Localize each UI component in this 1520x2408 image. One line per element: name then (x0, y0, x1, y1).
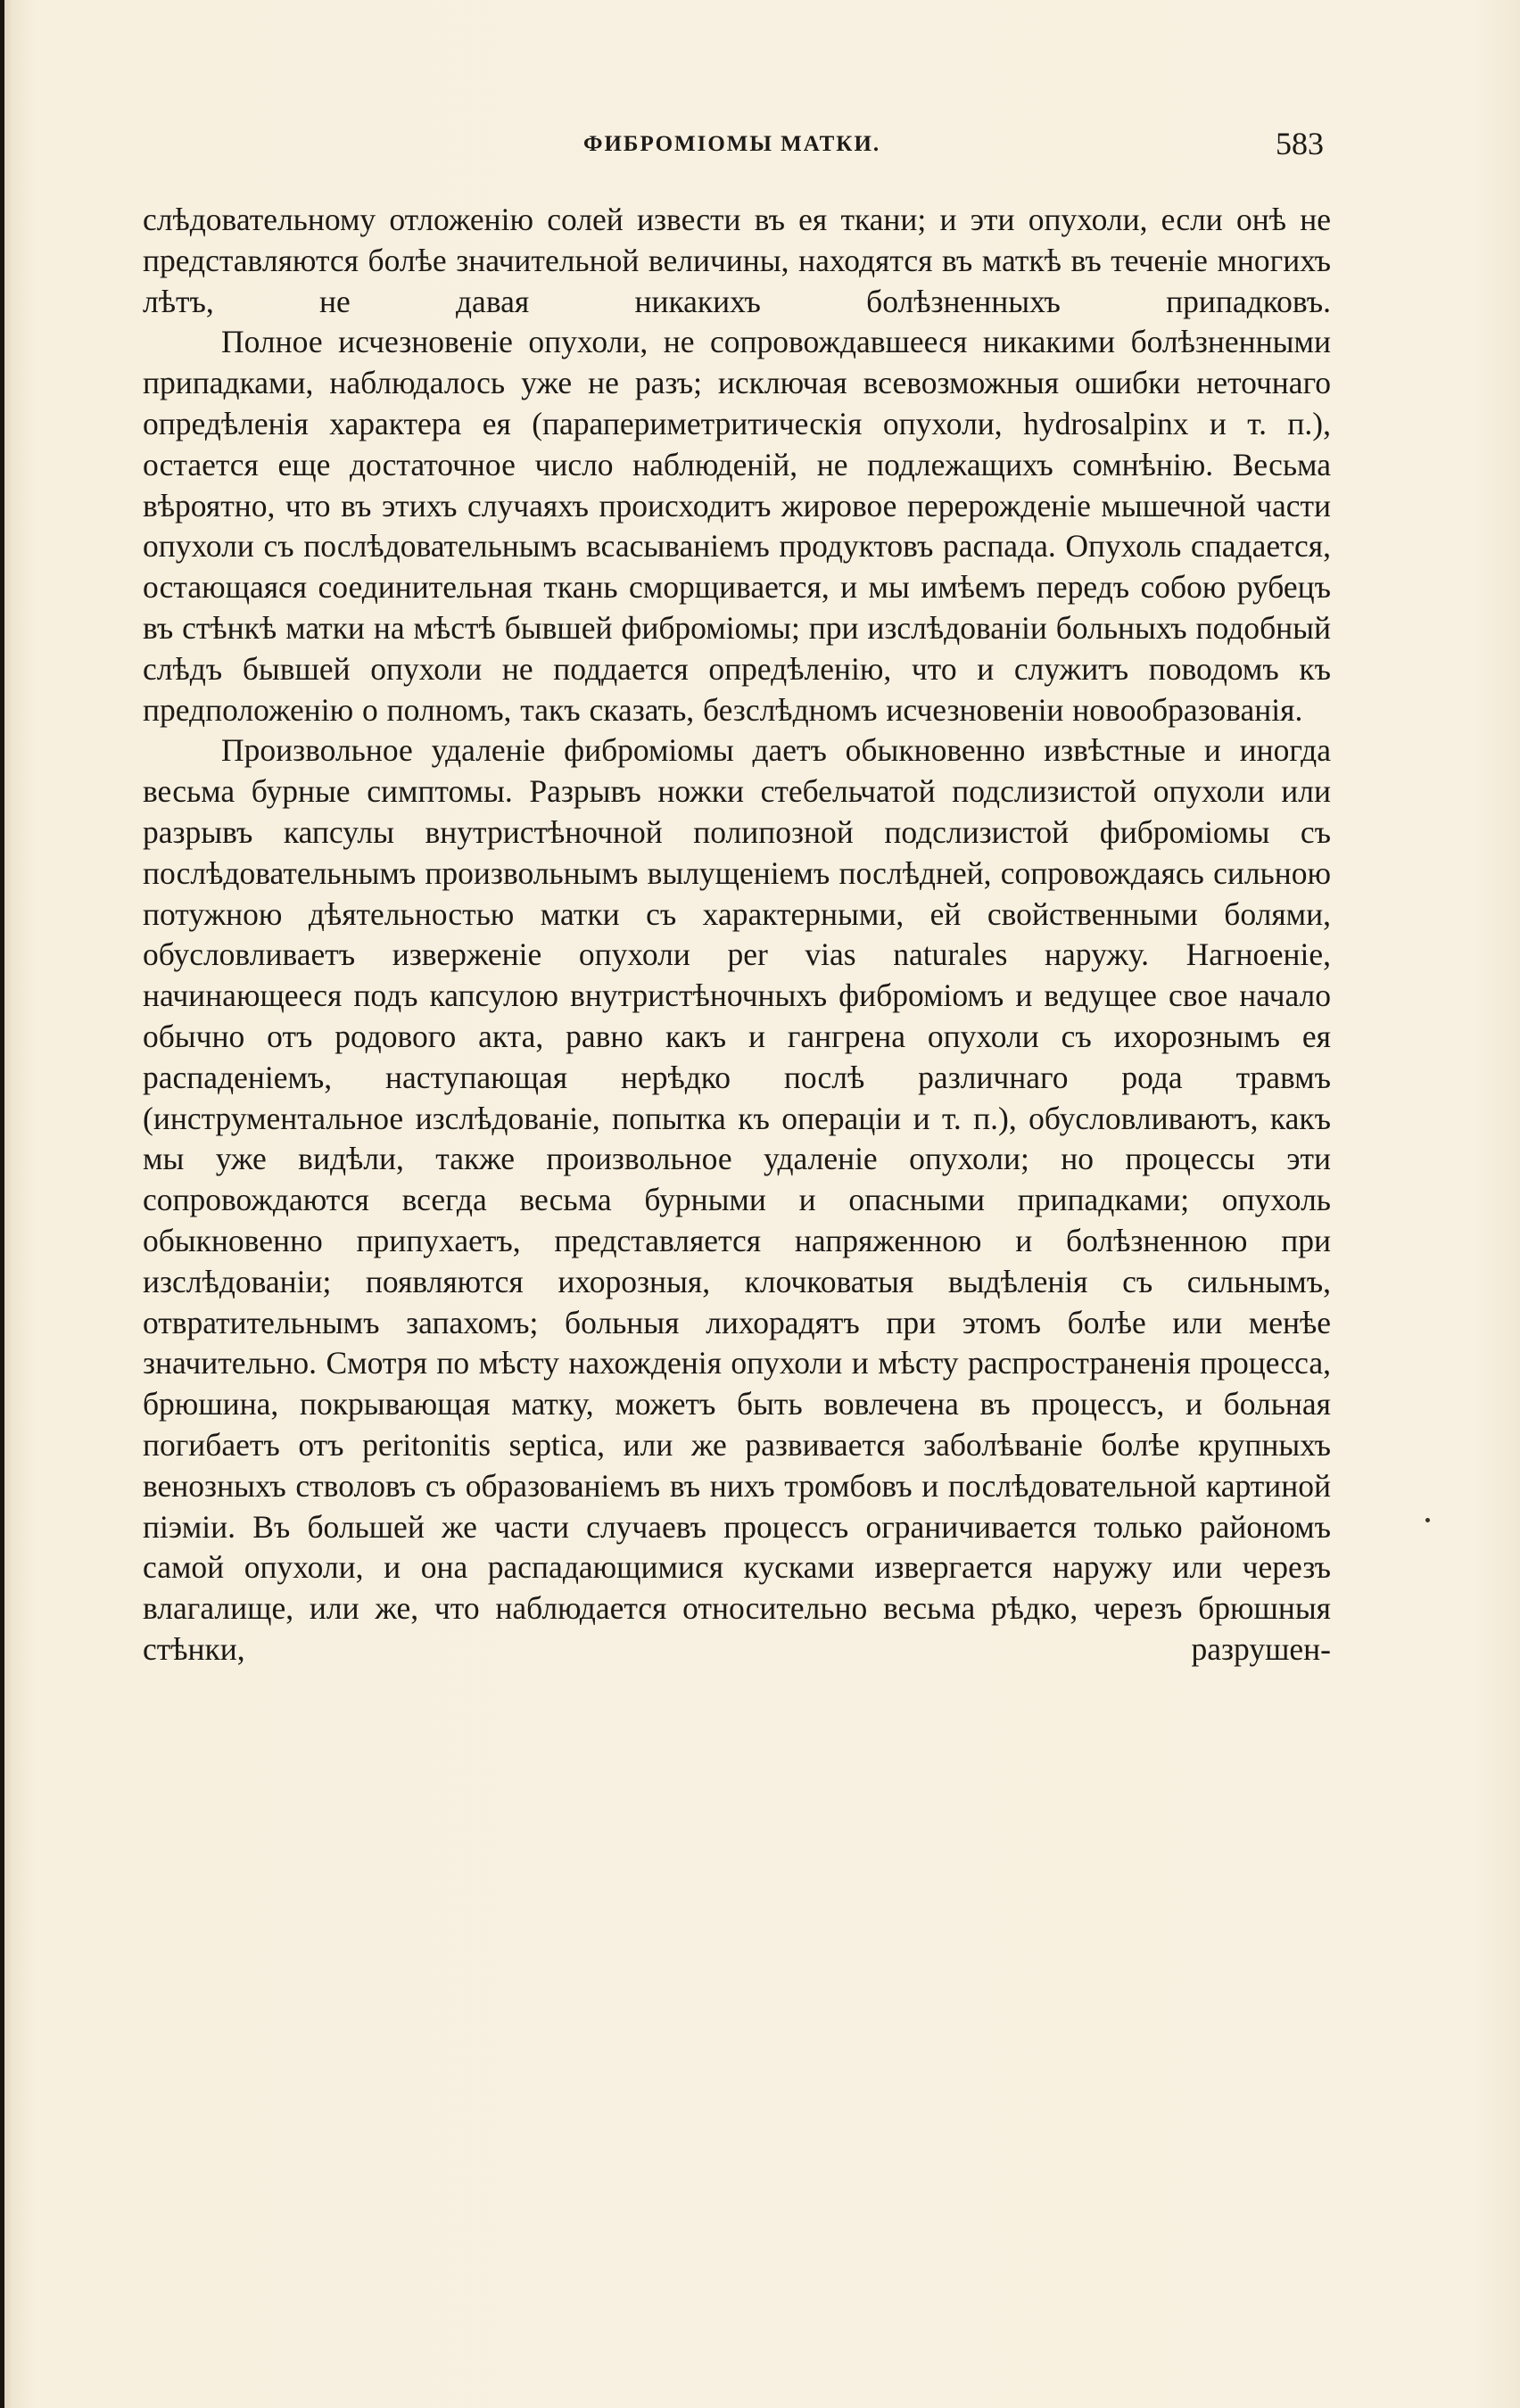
paragraph-disappearance: Полное исчезновеніе опухоли, не сопровождавшееся никакими болѣзненными припадками, наблюдалось уже не разъ; исключая всевозможныя ошибки неточнаго опредѣленія характера ея (парапериметритическія опухоли, hydrosalpinx и т. п.), остается еще достаточное число наблюденій, не подлежащихъ сомнѣнію. Весьма вѣроятно, что въ этихъ случаяхъ происходитъ жировое перерожденіе мышечной части опухоли съ послѣдовательнымъ всасываніемъ продуктовъ распада. Опухоль спадается, остающаяся соединительная ткань сморщивается, и мы имѣемъ передъ собою рубецъ въ стѣнкѣ матки на мѣстѣ бывшей фиброміомы; при изслѣдованіи больныхъ подобный слѣдъ бывшей опухоли не поддается опредѣленію, что и служитъ поводомъ къ предположенію о полномъ, такъ сказать, безслѣдномъ исчезновеніи новообразованія. (143, 324, 1331, 728)
paragraph-continued: слѣдовательному отложенію солей извести въ ея ткани; и эти опухоли, если онѣ не представляются болѣе значительной величины, находятся въ маткѣ въ теченіе многихъ лѣтъ, не давая никакихъ болѣзненныхъ припадковъ. (143, 202, 1331, 319)
book-spine-edge (0, 0, 4, 2408)
ink-speck (1425, 1518, 1430, 1522)
body-text (143, 200, 1331, 1670)
paragraph-spontaneous-removal: Произвольное удаленіе фиброміомы даетъ обыкновенно извѣстные и иногда весьма бурные симптомы. Разрывъ ножки стебельчатой подслизистой опухоли или разрывъ капсулы внутристѣночной полипозной подслизистой фиброміомы съ послѣдовательнымъ произвольнымъ вылущеніемъ послѣдней, сопровождаясь сильною потужною дѣятельностью матки съ характерными, ей свойственными болями, обусловливаетъ изверженіе опухоли per vias naturales наружу. Нагноеніе, начинающееся подъ капсулою внутристѣночныхъ фиброміомъ и ведущее свое начало обычно отъ родового акта, равно какъ и гангрена опухоли съ ихорознымъ ея распаденіемъ, наступающая нерѣдко послѣ различнаго рода травмъ (инструментальное изслѣдованіе, попытка къ операціи и т. п.), обусловливаютъ, какъ мы уже видѣли, также произвольное удаленіе опухоли; но процессы эти сопровождаются всегда весьма бурными и опасными припадками; опухоль обыкновенно припухаетъ, представляется напряженною и болѣзненною при изслѣдованіи; появляются ихорозныя, клочковатыя выдѣленія съ сильнымъ, отвратительнымъ запахомъ; больныя лихорадятъ при этомъ болѣе или менѣе значительно. Смотря по мѣсту нахожденія опухоли и мѣсту распространенія процесса, брюшина, покрывающая матку, можетъ быть вовлечена въ процессъ, и больная погибаетъ отъ peritonitis septica, или же развивается заболѣваніе болѣе крупныхъ венозныхъ стволовъ съ образованіемъ въ нихъ тромбовъ и послѣдовательной картиной піэміи. Въ большей же части случаевъ процессъ ограничивается только райономъ самой опухоли, и она распадающимися кусками извергается наружу или черезъ влагалище, или же, что наблюдается относительно весьма рѣдко, черезъ брюшныя стѣнки, разрушен- (143, 732, 1331, 1667)
page-header (0, 123, 1520, 168)
running-title: ФИБРОМІОМЫ МАТКИ. (583, 132, 881, 156)
page-number: 583 (1276, 126, 1324, 161)
